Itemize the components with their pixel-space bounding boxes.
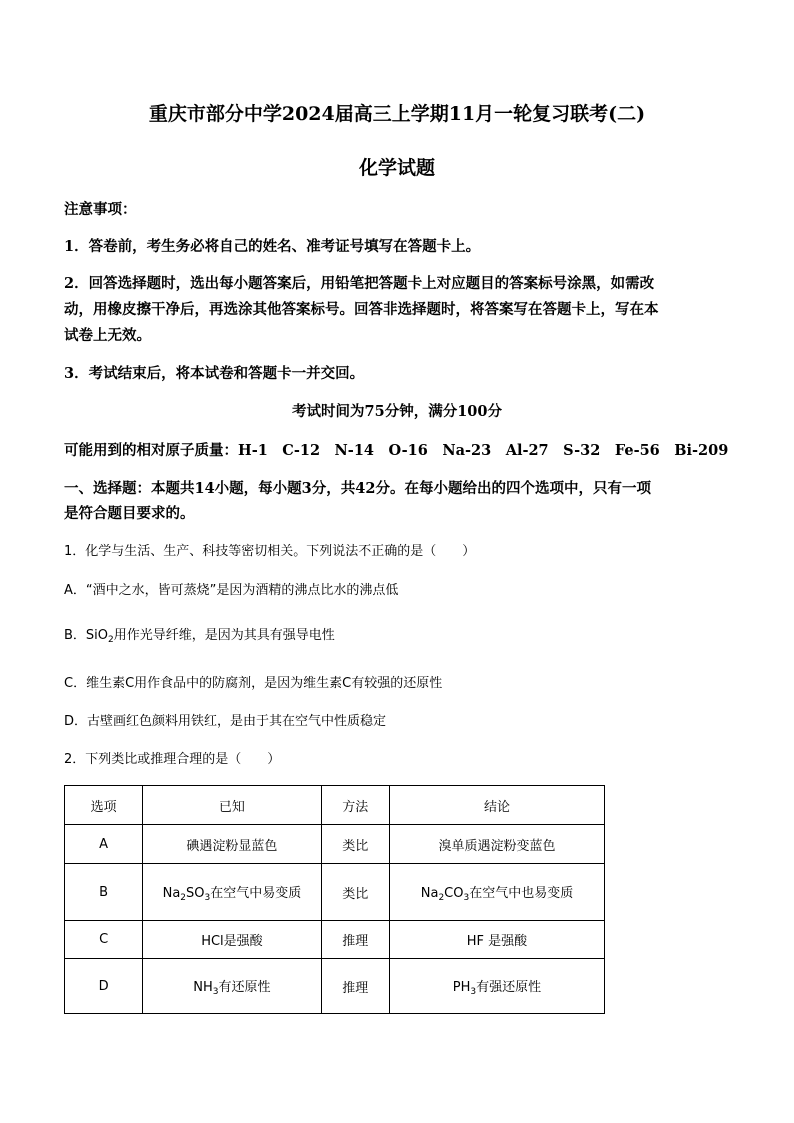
q2-table — [64, 785, 605, 1014]
formula-part: Na — [162, 885, 181, 901]
row-a-known: 碘遇淀粉显蓝色 — [143, 825, 321, 864]
notice-item-2-line-3: 试卷上无效。 — [64, 327, 151, 344]
row-a-conclusion: 溴单质遇淀粉变蓝色 — [389, 825, 604, 864]
row-b-method: 类比 — [321, 864, 389, 921]
row-c-method: 推理 — [321, 921, 389, 959]
cell-text: 在空气中也易变质 — [469, 885, 574, 901]
exam-title: 重庆市部分中学2024届高三上学期11月一轮复习联考(二) — [148, 103, 646, 125]
header-known: 已知 — [143, 786, 321, 825]
row-b-conclusion — [389, 864, 604, 921]
formula-subscript: 2 — [438, 892, 445, 903]
table-row — [65, 959, 605, 1014]
notice-item-2-line-1: 2．回答选择题时，选出每小题答案后，用铅笔把答题卡上对应题目的答案标号涂黑，如需改 — [64, 275, 655, 292]
row-c-known: HCl是强酸 — [143, 921, 321, 959]
cell-text: 有强还原性 — [476, 979, 542, 995]
formula-part: CO — [444, 885, 464, 901]
header-conclusion: 结论 — [389, 786, 604, 825]
row-d-option: D — [65, 959, 143, 1014]
formula-subscript: 3 — [212, 986, 219, 997]
formula-part: NH — [193, 979, 213, 995]
formula-part: Na — [420, 885, 439, 901]
table-row — [65, 825, 605, 864]
notice-item-3: 3．考试结束后，将本试卷和答题卡一并交回。 — [64, 365, 365, 382]
row-c-conclusion: HF 是强酸 — [389, 921, 604, 959]
row-a-option: A — [65, 825, 143, 864]
formula-part: SO — [186, 885, 205, 901]
q1-option-b-text: 用作光导纤维，是因为其具有强导电性 — [113, 628, 335, 643]
cell-text: 有还原性 — [218, 979, 271, 995]
formula-subscript: 3 — [470, 986, 477, 997]
q1-option-b-subscript: 2 — [108, 635, 114, 645]
header-method: 方法 — [321, 786, 389, 825]
q1-option-b-formula: SiO — [85, 628, 109, 643]
row-d-known — [143, 959, 321, 1014]
formula-subscript: 2 — [180, 892, 187, 903]
notice-item-1: 1．答卷前，考生务必将自己的姓名、准考证号填写在答题卡上。 — [64, 238, 481, 255]
q1-option-a: A．“酒中之水，皆可蒸烧”是因为酒精的沸点比水的沸点低 — [64, 583, 399, 598]
q1-option-c: C．维生素C用作食品中的防腐剂，是因为维生素C有较强的还原性 — [64, 676, 443, 691]
notice-heading: 注意事项： — [64, 201, 137, 218]
section-1-line-2: 是符合题目要求的。 — [64, 505, 195, 522]
table-header-row — [65, 786, 605, 825]
subject-title: 化学试题 — [358, 157, 435, 179]
table-row — [65, 921, 605, 959]
row-b-option: B — [65, 864, 143, 921]
formula-part: PH — [452, 979, 471, 995]
row-a-method: 类比 — [321, 825, 389, 864]
q1-option-b — [64, 624, 730, 652]
row-c-option: C — [65, 921, 143, 959]
row-d-method: 推理 — [321, 959, 389, 1014]
table-row — [65, 864, 605, 921]
cell-text: 在空气中易变质 — [210, 885, 302, 901]
exam-time-info: 考试时间为75分钟，满分100分 — [292, 403, 502, 420]
formula-subscript: 3 — [463, 892, 470, 903]
section-1-line-1: 一、选择题：本题共14小题，每小题3分，共42分。在每小题给出的四个选项中，只有一项 — [64, 480, 651, 497]
row-d-conclusion — [389, 959, 604, 1014]
header-option: 选项 — [65, 786, 143, 825]
formula-subscript: 3 — [204, 892, 211, 903]
q1-stem: 1．化学与生活、生产、科技等密切相关。下列说法不正确的是（ ） — [64, 544, 476, 559]
q1-option-b-prefix: B． — [64, 628, 86, 643]
notice-item-2-line-2: 动，用橡皮擦干净后，再选涂其他答案标号。回答非选择题时，将答案写在答题卡上，写在本 — [64, 301, 659, 318]
row-b-known — [143, 864, 321, 921]
atomic-masses: 可能用到的相对原子质量：H-1 C-12 N-14 O-16 Na-23 Al-27 S-32 Fe-56 Bi-209 — [64, 442, 729, 459]
q2-stem: 2．下列类比或推理合理的是（ ） — [64, 752, 281, 767]
q1-option-d: D．古壁画红色颜料用铁红，是由于其在空气中性质稳定 — [64, 714, 387, 729]
